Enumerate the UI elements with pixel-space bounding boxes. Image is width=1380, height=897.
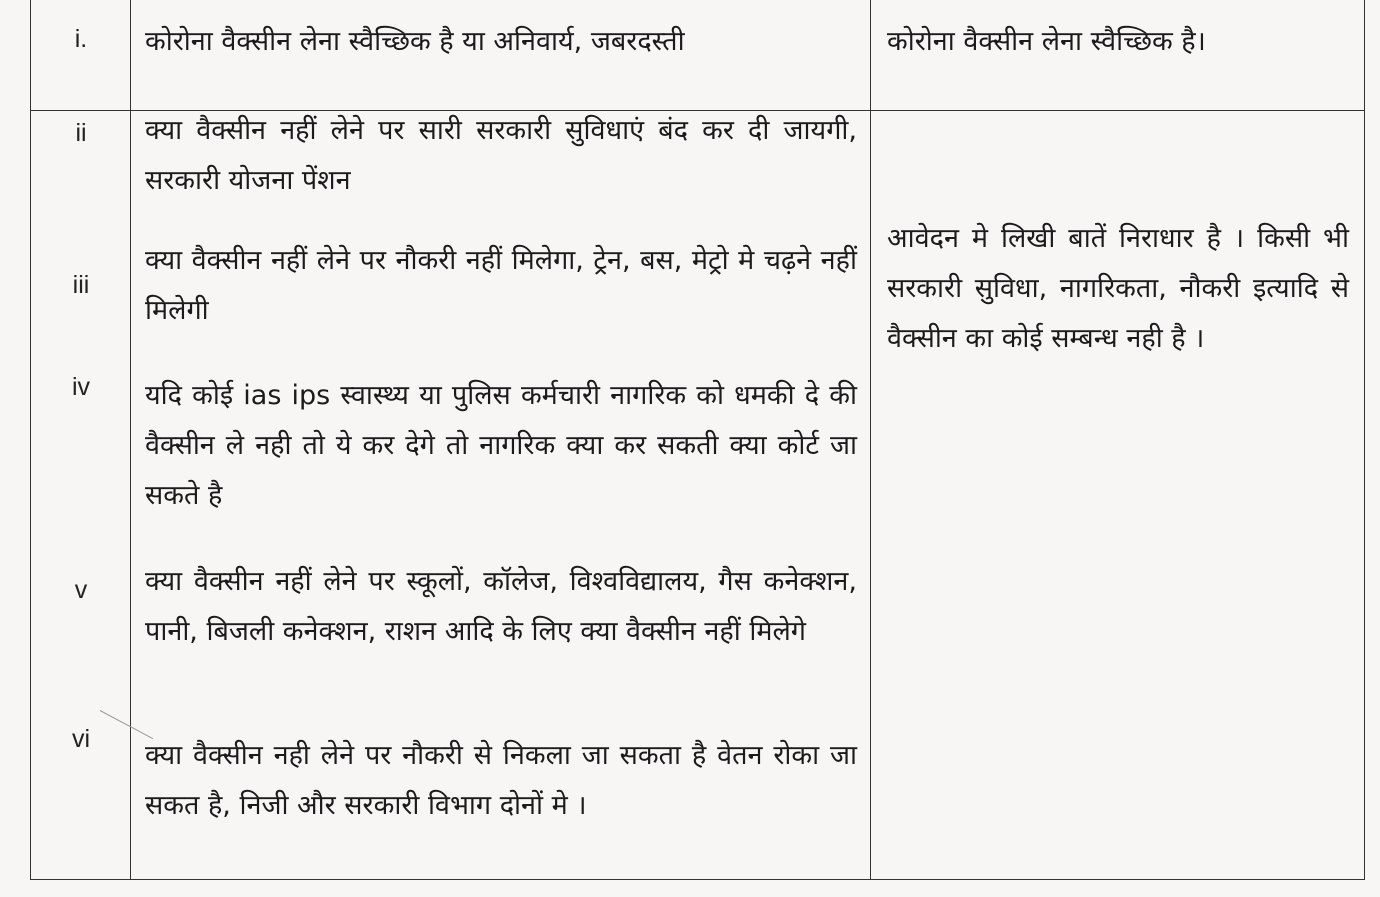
row-number: i.	[74, 25, 88, 53]
question-cell	[131, 111, 871, 880]
question-text: क्या वैक्सीन नहीं लेने पर सारी सरकारी सुविधाएं बंद कर दी जायगी, सरकारी योजना पेंशन	[145, 115, 857, 196]
question-cell	[131, 0, 871, 111]
row-number-cell	[31, 111, 131, 880]
qa-table	[30, 0, 1365, 880]
table-row	[31, 0, 1365, 111]
row-number-cell	[31, 0, 131, 111]
row-number: iii	[72, 271, 90, 299]
answer-cell	[871, 0, 1365, 111]
row-number: vi	[71, 725, 91, 753]
question-text: क्या वैक्सीन नहीं लेने पर नौकरी नहीं मिलेगा, ट्रेन, बस, मेट्रो मे चढ़ने नहीं मिलेगी	[145, 245, 857, 326]
row-number: ii	[75, 119, 87, 147]
question-text: क्या वैक्सीन नही लेने पर नौकरी से निकला जा सकता है वेतन रोका जा सकत है, निजी और सरकारी विभाग दोनों मे ।	[145, 740, 857, 821]
question-text: क्या वैक्सीन नहीं लेने पर स्कूलों, कॉलेज, विश्वविद्यालय, गैस कनेक्शन, पानी, बिजली कनेक्शन, राशन आदि के लिए क्या वैक्सीन नहीं मिलेगे	[145, 566, 857, 647]
answer-text: आवेदन मे लिखी बातें निराधार है । किसी भी सरकारी सुविधा, नागरिकता, नौकरी इत्यादि से वैक्सीन का कोई सम्बन्ध नही है ।	[887, 223, 1349, 354]
question-text: यदि कोई ias ips स्वास्थ्य या पुलिस कर्मचारी नागरिक को धमकी दे की वैक्सीन ले नही तो ये कर देगे तो नागरिक क्या कर सकती क्या कोर्ट जा सकते है	[145, 380, 857, 511]
table-row	[31, 111, 1365, 880]
row-number: iv	[71, 373, 91, 401]
answer-cell	[871, 111, 1365, 880]
row-number: v	[74, 576, 88, 604]
answer-text: कोरोना वैक्सीन लेना स्वैच्छिक है।	[887, 26, 1206, 57]
question-text: कोरोना वैक्सीन लेना स्वैच्छिक है या अनिवार्य, जबरदस्ती	[145, 26, 685, 57]
